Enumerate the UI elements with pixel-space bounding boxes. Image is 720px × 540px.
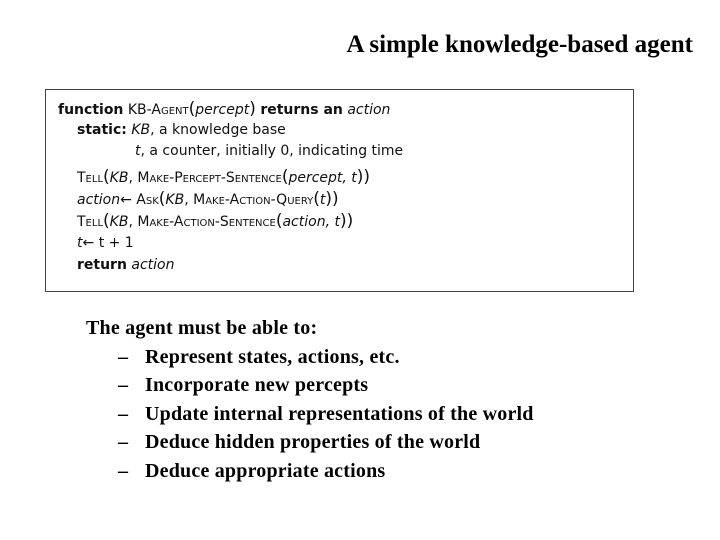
function-header-line: function KB-Agent(percept) returns an action <box>58 99 391 119</box>
list-item: – Deduce appropriate actions <box>118 457 534 486</box>
capabilities-section <box>86 314 534 485</box>
tell-call: Tell <box>77 214 104 230</box>
make-action-query-call: Make-Action-Query <box>193 192 314 208</box>
list-item: – Update internal representations of the world <box>118 400 534 429</box>
tell-percept-line: Tell(KB, Make-Percept-Sentence(percept, t)) <box>77 167 371 187</box>
make-percept-sentence-call: Make-Percept-Sentence <box>137 170 282 186</box>
action-variable: action <box>77 192 121 208</box>
static-t-line <box>135 142 403 160</box>
static-kb-line <box>77 121 286 139</box>
return-type: action <box>347 102 391 118</box>
assign-arrow: ← <box>82 235 95 251</box>
action-t-args: action, t <box>282 214 340 230</box>
function-keyword: function <box>58 102 124 118</box>
t-description: , a counter, initially 0, indicating time <box>140 143 404 159</box>
t-target: t <box>77 235 83 251</box>
percept-param: percept <box>195 102 250 118</box>
kb-argument: KB <box>109 214 129 230</box>
t-variable: t <box>135 143 141 159</box>
t-plus-one: t + 1 <box>98 235 134 251</box>
tell-call: Tell <box>77 170 104 186</box>
function-name: KB-Agent <box>127 102 189 118</box>
ask-line: action← Ask(KB, Make-Action-Query(t)) <box>77 189 339 209</box>
capabilities-list <box>86 343 534 486</box>
list-item: – Represent states, actions, etc. <box>118 343 534 372</box>
return-keyword: return <box>77 257 127 273</box>
slide-title: A simple knowledge-based agent <box>346 31 693 58</box>
kb-variable: KB <box>131 122 151 138</box>
list-item: – Deduce hidden properties of the world <box>118 428 534 457</box>
static-keyword: static: <box>77 122 127 138</box>
kb-description: , a knowledge base <box>150 122 286 138</box>
percept-t-args: percept, t <box>288 170 357 186</box>
list-item: – Incorporate new percepts <box>118 371 534 400</box>
tell-action-line: Tell(KB, Make-Action-Sentence(action, t)) <box>77 211 354 231</box>
return-value: action <box>131 257 175 273</box>
capabilities-intro: The agent must be able to: <box>86 317 318 339</box>
ask-call: Ask <box>136 192 159 208</box>
assign-arrow: ← <box>120 192 132 208</box>
returns-keyword: returns an <box>260 102 343 118</box>
make-action-sentence-call: Make-Action-Sentence <box>137 214 276 230</box>
algorithm-box <box>45 89 634 292</box>
return-line <box>77 256 174 274</box>
t-argument: t <box>319 192 326 208</box>
increment-line <box>77 234 134 252</box>
kb-argument: KB <box>109 170 129 186</box>
kb-argument: KB <box>165 192 185 208</box>
